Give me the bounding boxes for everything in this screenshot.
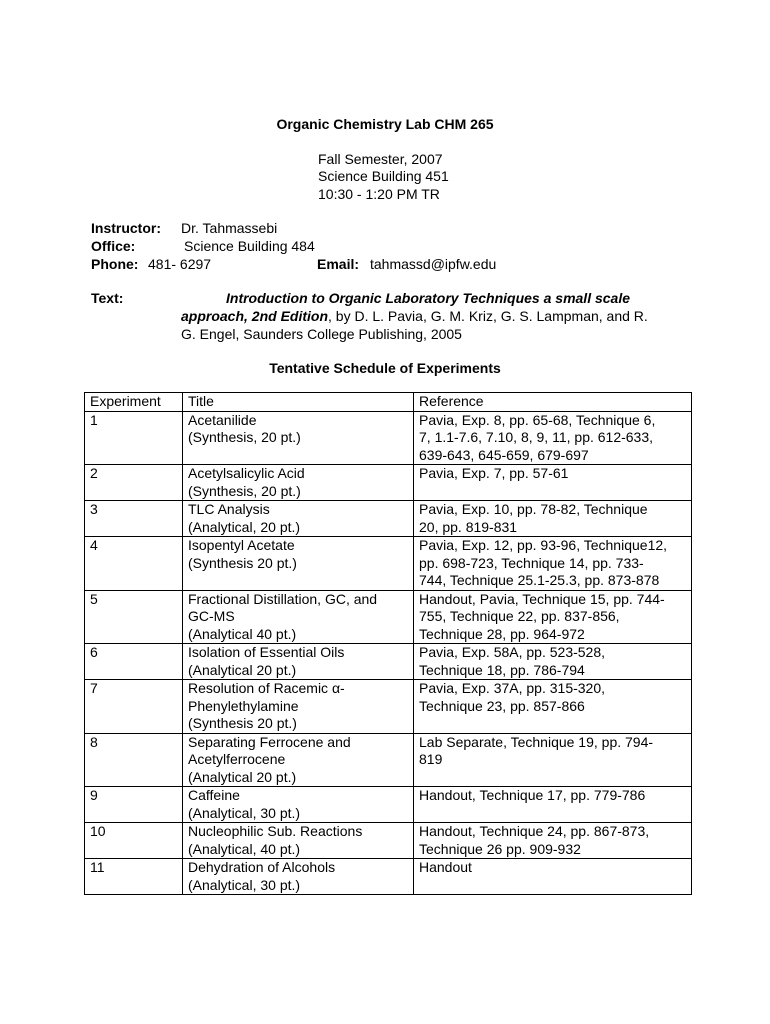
experiment-number: 5 [85, 590, 183, 644]
experiment-title-line: (Synthesis, 20 pt.) [188, 429, 301, 445]
experiment-title-line: (Synthesis, 20 pt.) [188, 482, 301, 499]
experiment-reference-line: 20, pp. 819-831 [419, 518, 518, 535]
experiment-reference-cell [414, 859, 692, 895]
experiment-title-line: Caffeine [188, 787, 240, 803]
textbook-publisher: G. Engel, Saunders College Publishing, 2005 [181, 326, 462, 342]
textbook-label: Text: [91, 290, 124, 306]
header-reference: Reference [414, 393, 692, 412]
experiment-title-line: Acetylsalicylic Acid [188, 465, 305, 481]
class-location: Science Building 451 [318, 168, 449, 184]
experiment-reference-line: Technique 23, pp. 857-866 [419, 697, 585, 714]
experiment-reference-cell [414, 411, 692, 465]
experiment-title-cell [183, 823, 414, 859]
experiment-number: 4 [85, 537, 183, 591]
experiment-reference-cell [414, 733, 692, 787]
experiment-title-cell [183, 733, 414, 787]
experiment-reference-line: 744, Technique 25.1-25.3, pp. 873-878 [419, 572, 660, 588]
experiment-number: 10 [85, 823, 183, 859]
experiment-title-cell [183, 787, 414, 823]
semester: Fall Semester, 2007 [318, 151, 443, 167]
phone-label: Phone: [91, 256, 139, 272]
experiment-reference-line: pp. 698-723, Technique 14, pp. 733- [419, 554, 644, 571]
experiment-reference-cell [414, 501, 692, 537]
table-row [85, 590, 692, 644]
experiment-number: 8 [85, 733, 183, 787]
experiment-title-line: (Analytical 20 pt.) [188, 661, 297, 678]
textbook-edition: approach, 2nd Edition [181, 308, 329, 324]
email-label: Email: [317, 256, 360, 272]
experiment-title-line: TLC Analysis [188, 501, 270, 517]
experiment-reference-cell [414, 590, 692, 644]
table-row [85, 465, 692, 501]
schedule-table [84, 392, 692, 895]
experiment-reference-cell [414, 465, 692, 501]
experiment-title-line: (Synthesis 20 pt.) [188, 554, 297, 571]
experiment-title-cell [183, 680, 414, 734]
experiment-title-cell [183, 411, 414, 465]
experiment-number: 6 [85, 644, 183, 680]
table-row [85, 823, 692, 859]
experiment-reference-cell [414, 680, 692, 734]
experiment-reference-line: Lab Separate, Technique 19, pp. 794- [419, 733, 654, 750]
header-experiment: Experiment [85, 393, 183, 412]
experiment-title-cell [183, 590, 414, 644]
email-address[interactable]: tahmassd@ipfw.edu [370, 256, 497, 272]
schedule-title: Tentative Schedule of Experiments [269, 360, 501, 376]
experiment-reference-line: Pavia, Exp. 37A, pp. 315-320, [419, 680, 606, 696]
experiment-number: 7 [85, 680, 183, 734]
experiment-reference-line: Handout [419, 859, 472, 875]
experiment-title-line: Nucleophilic Sub. Reactions [188, 823, 363, 839]
textbook-title-line1: Introduction to Organic Laboratory Techniques a small scale [226, 290, 631, 306]
experiment-title-cell [183, 644, 414, 680]
experiment-title-line: (Analytical, 30 pt.) [188, 804, 301, 821]
experiment-title-line: (Analytical, 40 pt.) [188, 840, 301, 857]
experiment-reference-line: Pavia, Exp. 7, pp. 57-61 [419, 465, 569, 481]
experiment-reference-line: Pavia, Exp. 8, pp. 65-68, Technique 6, [419, 411, 656, 428]
experiment-reference-line: Handout, Technique 17, pp. 779-786 [419, 787, 646, 803]
experiment-reference-line: 639-643, 645-659, 679-697 [419, 446, 589, 463]
experiment-reference-line: Handout, Technique 24, pp. 867-873, [419, 823, 650, 839]
experiment-reference-line: Pavia, Exp. 10, pp. 78-82, Technique [419, 501, 648, 517]
phone-number: 481- 6297 [148, 256, 212, 272]
experiment-title-line: Isolation of Essential Oils [188, 644, 345, 660]
experiment-number: 9 [85, 787, 183, 823]
experiment-number: 11 [85, 859, 183, 895]
experiment-number: 3 [85, 501, 183, 537]
class-time: 10:30 - 1:20 PM TR [318, 186, 440, 202]
experiment-title-cell [183, 537, 414, 591]
table-row [85, 644, 692, 680]
experiment-title-line: Acetylferrocene [188, 751, 286, 767]
experiment-number: 2 [85, 465, 183, 501]
experiment-title-cell [183, 465, 414, 501]
table-row [85, 501, 692, 537]
textbook-line2 [181, 307, 686, 325]
textbook-authors: , by D. L. Pavia, G. M. Kriz, G. S. Lampman, and R. [328, 308, 648, 324]
experiment-reference-cell [414, 787, 692, 823]
experiment-title-line: Isopentyl Acetate [188, 537, 295, 553]
experiment-title-line: (Analytical 40 pt.) [188, 625, 297, 642]
textbook-citation [181, 289, 686, 343]
experiment-title-line: Phenylethylamine [188, 697, 299, 714]
table-row [85, 411, 692, 465]
experiment-reference-line: 7, 1.1-7.6, 7.10, 8, 9, 11, pp. 612-633, [419, 429, 654, 445]
office-location: Science Building 484 [184, 238, 315, 254]
experiment-title-line: (Analytical, 20 pt.) [188, 518, 301, 535]
experiment-title-line: (Synthesis 20 pt.) [188, 715, 297, 731]
experiment-number: 1 [85, 411, 183, 465]
experiment-title-cell [183, 501, 414, 537]
experiment-title-line: GC-MS [188, 608, 235, 624]
experiment-reference-line: Technique 26 pp. 909-932 [419, 840, 581, 857]
experiment-title-line: Resolution of Racemic α- [188, 680, 345, 696]
page-title: Organic Chemistry Lab CHM 265 [276, 116, 494, 132]
experiment-reference-line: Pavia, Exp. 12, pp. 93-96, Technique12, [419, 537, 668, 553]
experiment-reference-line: Pavia, Exp. 58A, pp. 523-528, [419, 644, 606, 660]
experiment-reference-line: Handout, Pavia, Technique 15, pp. 744- [419, 590, 665, 607]
experiment-reference-cell [414, 537, 692, 591]
experiment-title-cell [183, 859, 414, 895]
experiment-title-line: Separating Ferrocene and [188, 733, 351, 750]
experiment-title-line: Fractional Distillation, GC, and [188, 590, 378, 607]
experiment-title-line: Acetanilide [188, 411, 257, 428]
experiment-reference-line: 819 [419, 751, 443, 767]
experiment-reference-line: 755, Technique 22, pp. 837-856, [419, 608, 620, 624]
experiment-reference-line: Technique 18, pp. 786-794 [419, 661, 585, 678]
table-header-row [85, 393, 692, 412]
experiment-reference-cell [414, 823, 692, 859]
table-row [85, 733, 692, 787]
office-label: Office: [91, 238, 136, 254]
experiment-title-line: (Analytical 20 pt.) [188, 768, 297, 785]
header-title: Title [183, 393, 414, 412]
instructor-name: Dr. Tahmassebi [181, 220, 278, 236]
table-row [85, 537, 692, 591]
experiment-title-line: (Analytical, 30 pt.) [188, 876, 301, 893]
experiment-reference-cell [414, 644, 692, 680]
experiment-title-line: Dehydration of Alcohols [188, 859, 336, 875]
experiment-reference-line: Technique 28, pp. 964-972 [419, 625, 585, 642]
table-row [85, 787, 692, 823]
table-row [85, 680, 692, 734]
instructor-label: Instructor: [91, 220, 161, 236]
table-row [85, 859, 692, 895]
